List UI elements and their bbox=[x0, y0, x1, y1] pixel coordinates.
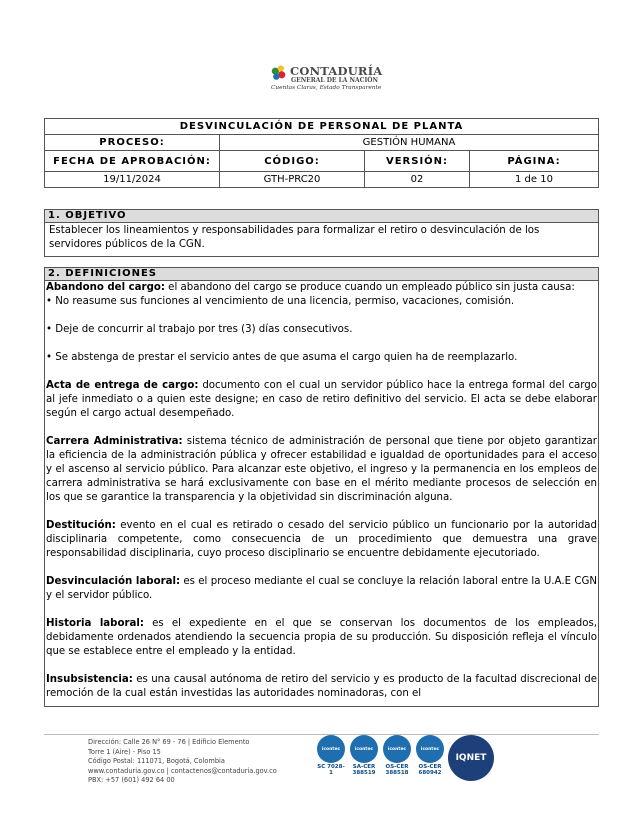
abandono-bullet: • Se abstenga de prestar el servicio antes de que asuma el cargo quien ha de reemplazarlo. bbox=[46, 352, 518, 363]
version-value: 02 bbox=[365, 172, 470, 188]
approval-value: 19/11/2024 bbox=[45, 172, 220, 188]
definition-carrera: Carrera Administrativa: sistema técnico de administración de personal que tiene por objeto garantizar la eficiencia de la administración pública y ofrecer estabilidad e igualdad de oportunidades para el acceso y el ascenso al servicio público. Para alcanzar este objetivo, el ingreso y la permanencia en los empleos de carrera administrativa se hará exclusivamente con base en el mérito mediante procesos de selección en los que se garantice la transparencia y la objetividad sin discriminación alguna. bbox=[46, 436, 597, 503]
definition-abandono: Abandono del cargo: el abandono del cargo se produce cuando un empleado público sin justa causa: bbox=[46, 282, 575, 293]
process-value: GESTIÓN HUMANA bbox=[220, 135, 599, 151]
process-label: PROCESO: bbox=[45, 135, 220, 151]
iqnet-badge: IQNET bbox=[448, 735, 494, 781]
objective-text: Establecer los lineamientos y responsabilidades para formalizar el retiro o desvinculación de los servidores públicos de la CGN. bbox=[44, 223, 599, 257]
footer-links[interactable]: www.contaduria.gov.co | contactenos@contaduria.gov.co bbox=[88, 766, 277, 775]
footer-address: Dirección: Calle 26 N° 69 - 76 | Edificio Elemento Torre 1 (Aire) - Piso 15 Código Postal: 111071, Bogotá, Colombia www.contaduria.gov.co | contactenos@contaduria.gov.co PBX: +57 (601) 492 64 00 bbox=[88, 738, 277, 784]
logo-flower-icon bbox=[270, 64, 288, 82]
logo-subtitle: GENERAL DE LA NACIÓN bbox=[291, 77, 378, 84]
contaduria-logo bbox=[268, 62, 383, 94]
definition-destitucion: Destitución: evento en el cual es retirado o cesado del servicio público un funcionario por la autoridad disciplinaria competente, como consecuencia de un procedimiento que demuestra una grave responsabilidad disciplinaria, cuyo proceso disciplinario se encuentre debidamente ejecutoriado. bbox=[46, 520, 597, 559]
definition-desvinculacion: Desvinculación laboral: es el proceso mediante el cual se concluye la relación laboral entre la U.A.E CGN y el servidor público. bbox=[46, 576, 597, 601]
definitions-body bbox=[44, 281, 599, 707]
page-label: PÁGINA: bbox=[470, 151, 599, 172]
certification-badge: icontec OS-CER 388518 bbox=[382, 735, 412, 787]
code-label: CÓDIGO: bbox=[220, 151, 365, 172]
logo-tagline: Cuentas Claras, Estado Transparente bbox=[271, 85, 382, 91]
definition-acta: Acta de entrega de cargo: documento con el cual un servidor público hace la entrega formal del cargo al jefe inmediato o a quien este designe; en caso de retiro definitivo del servicio. El acta se debe elaborar según el cargo actual desempeñado. bbox=[46, 380, 597, 419]
certification-badge: icontec SC 7028-1 bbox=[316, 735, 346, 787]
certification-badge: icontec SA-CER 388519 bbox=[349, 735, 379, 787]
certification-badge: icontec OS-CER 680942 bbox=[415, 735, 445, 787]
code-value: GTH-PRC20 bbox=[220, 172, 365, 188]
objective-title: 1. OBJETIVO bbox=[44, 209, 599, 223]
abandono-bullet: • No reasume sus funciones al vencimiento de una licencia, permiso, vacaciones, comisión. bbox=[46, 296, 515, 307]
document-title: DESVINCULACIÓN DE PERSONAL DE PLANTA bbox=[45, 119, 599, 135]
abandono-bullet: • Deje de concurrir al trabajo por tres (3) días consecutivos. bbox=[46, 324, 353, 335]
definitions-title: 2. DEFINICIONES bbox=[44, 267, 599, 281]
definition-insubsistencia: Insubsistencia: es una causal autónoma de retiro del servicio y es producto de la facultad discrecional de remoción de la cual están investidas las autoridades nominadoras, con el bbox=[46, 674, 597, 699]
document-header-table bbox=[44, 118, 599, 188]
approval-label: FECHA DE APROBACIÓN: bbox=[45, 151, 220, 172]
objective-section bbox=[44, 209, 599, 257]
logo-name: CONTADURÍA bbox=[290, 64, 383, 78]
version-label: VERSIÓN: bbox=[365, 151, 470, 172]
definition-historia: Historia laboral: es el expediente en el que se conservan los documentos de los empleados, debidamente ordenados atendiendo la secuencia propia de su producción. Su disposición refleja el vínculo que se establece entre el empleado y la entidad. bbox=[46, 618, 597, 657]
page-value: 1 de 10 bbox=[470, 172, 599, 188]
definitions-section bbox=[44, 267, 599, 707]
